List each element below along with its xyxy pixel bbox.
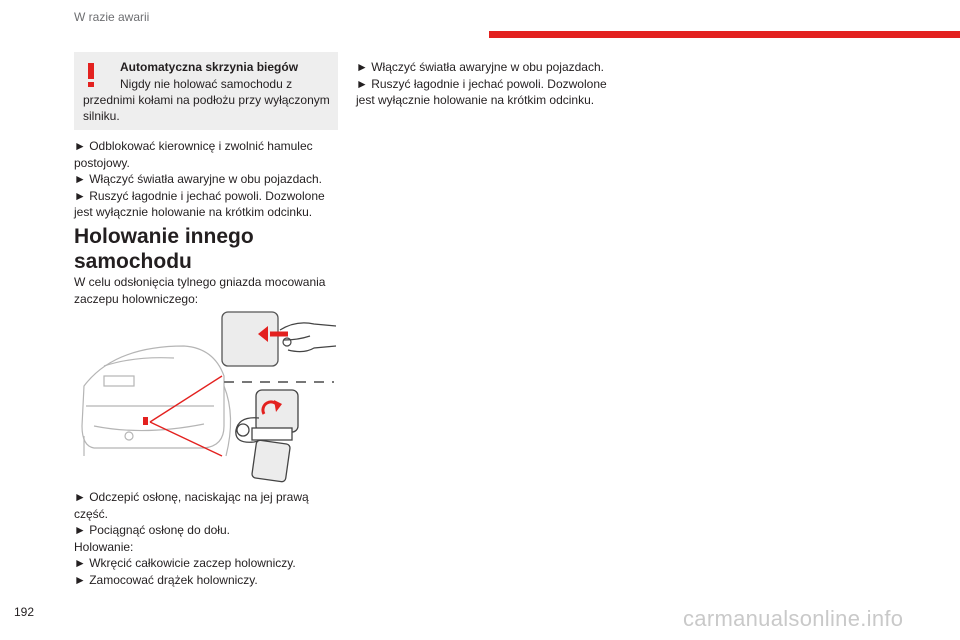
step: ► Włączyć światła awaryjne w obu pojazdach.: [356, 60, 604, 74]
section-intro: W celu odsłonięcia tylnego gniazda mocowania zaczepu holowniczego:: [74, 275, 326, 306]
removed-cover: [252, 440, 291, 482]
socket-cover: [222, 312, 278, 366]
warning-title: Automatyczna skrzynia biegów: [120, 60, 299, 74]
step: ► Ruszyć łagodnie i jechać powoli. Dozwolone jest wyłącznie holowanie na krótkim odcinku.: [356, 76, 607, 107]
hand-icon: [280, 323, 336, 352]
section-title: Holowanie innego samochodu: [74, 225, 254, 273]
warning-text: Nigdy nie holować samochodu z przednimi kołami na podłożu przy wyłączonym silniku.: [83, 77, 330, 123]
column1-steps-after: [74, 489, 342, 588]
step: ► Pociągnąć osłonę do dołu.: [74, 523, 230, 537]
step: ► Zamocować drążek holowniczy.: [74, 572, 258, 587]
column2-steps: [356, 59, 626, 109]
car-rear-drawing: [82, 346, 231, 456]
step: ► Odblokować kierownicę i zwolnić hamulec postojowy.: [74, 139, 313, 170]
tow-hook-icon: [236, 390, 298, 442]
header-accent-bar: [489, 31, 960, 38]
step: ► Wkręcić całkowicie zaczep holowniczy.: [74, 556, 296, 570]
watermark: carmanualsonline.info: [683, 606, 904, 631]
tow-hook-illustration: [74, 306, 340, 484]
running-header: W razie awarii: [74, 10, 150, 24]
step: ► Włączyć światła awaryjne w obu pojazdach.: [74, 172, 322, 186]
towing-label: Holowanie:: [74, 539, 134, 554]
tow-socket-marker: [143, 417, 148, 425]
warning-box: [74, 52, 338, 130]
column1-steps: [74, 138, 342, 221]
step: ► Ruszyć łagodnie i jechać powoli. Dozwolone jest wyłącznie holowanie na krótkim odcinku.: [74, 188, 325, 219]
step: ► Odczepić osłonę, naciskając na jej prawą część.: [74, 490, 309, 521]
page-number: 192: [14, 605, 35, 619]
